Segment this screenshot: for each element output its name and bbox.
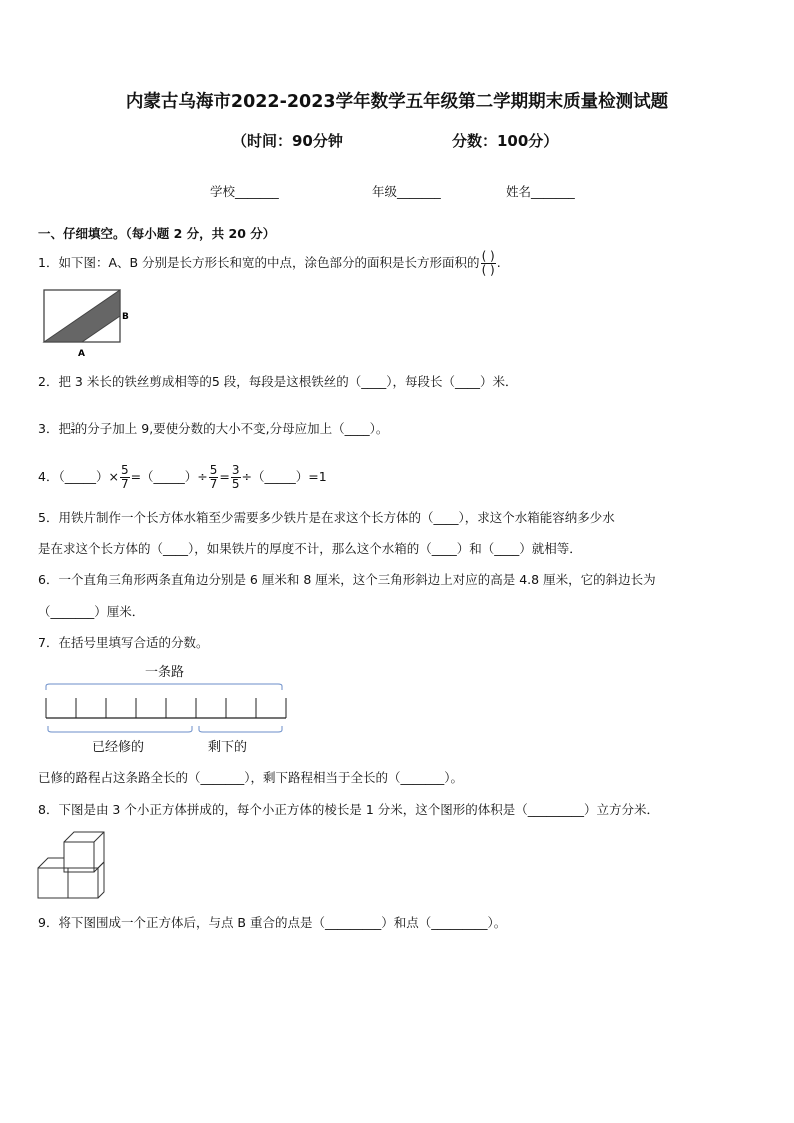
question-4: 4．（_____）× $\frac{5}{7}$ =（_____）÷ $\frac{5}{7}$ = $\frac{3}{5}$ ÷（_____）=1 bbox=[38, 463, 327, 491]
road-segments bbox=[46, 698, 286, 718]
point-b-label: B bbox=[122, 312, 129, 322]
question-1-figure bbox=[40, 286, 140, 360]
question-8: 8．下图是由 3 个小正方体拼成的，每个小正方体的棱长是 1 分米，这个图形的体积是（_________）立方分米． bbox=[38, 802, 660, 817]
remaining-label: 剩下的 bbox=[208, 740, 248, 755]
repaired-brace bbox=[48, 726, 192, 732]
grade-field: 年级_______ bbox=[372, 184, 441, 199]
cubes-figure bbox=[36, 830, 108, 902]
fraction-5-7-b: $\frac{5}{7}$ bbox=[209, 463, 218, 491]
exam-score: 分数：100分） bbox=[452, 132, 559, 150]
question-2: 2．把 3 米长的铁丝剪成相等的5 段，每段是这根铁丝的（____），每段长（____）米． bbox=[38, 374, 518, 389]
exam-time: （时间：90分钟 bbox=[232, 132, 343, 150]
school-field: 学校_______ bbox=[210, 184, 279, 199]
page-title: 内蒙古乌海市2022-2023学年数学五年级第二学期期末质量检测试题 bbox=[125, 92, 669, 112]
road-label: 一条路 bbox=[145, 665, 185, 680]
point-a-label: A bbox=[78, 349, 85, 359]
fraction-5-7-a: $\frac{5}{7}$ bbox=[120, 463, 129, 491]
fraction-3-5: $\frac{3}{5}$ bbox=[231, 463, 240, 491]
repaired-label: 已经修的 bbox=[92, 740, 145, 755]
question-5-line-2: 是在求这个长方体的（____），如果铁片的厚度不计，那么这个水箱的（____）和（____）就相等． bbox=[38, 541, 582, 556]
question-3-fraction: $\frac{3}{4}$ bbox=[70, 422, 75, 436]
question-9: 9．将下图围成一个正方体后，与点 B 重合的点是（_________）和点（_________）。 bbox=[38, 915, 507, 930]
question-1: 1．如下图：A、B 分别是长方形长和宽的中点，涂色部分的面积是长方形面积的 $\frac{( )}{( )}$ . bbox=[38, 249, 501, 277]
question-5-line-1: 5．用铁片制作一个长方体水箱至少需要多少铁片是在求这个长方体的（____），求这个水箱能容纳多少水 bbox=[38, 510, 615, 525]
question-6-line-2: （_______）厘米． bbox=[38, 604, 145, 619]
question-7: 7．在括号里填写合适的分数。 bbox=[38, 635, 209, 650]
question-6-line-1: 6．一个直角三角形两条直角边分别是 6 厘米和 8 厘米，这个三角形斜边上对应的高是 4.8 厘米，它的斜边长为 bbox=[38, 572, 656, 587]
road-top-brace bbox=[46, 684, 282, 690]
section-heading: 一、仔细填空。（每小题 2 分，共 20 分） bbox=[38, 226, 276, 241]
question-7-answer: 已修的路程占这条路全长的（_______），剩下路程相当于全长的（_______）。 bbox=[38, 770, 464, 785]
question-1-fraction: $\frac{( )}{( )}$ bbox=[481, 249, 495, 277]
remaining-brace bbox=[199, 726, 282, 732]
name-field: 姓名_______ bbox=[506, 184, 575, 199]
question-3: 3．把 $\frac{3}{4}$ 的分子加上 9,要使分数的大小不变,分母应加上（____）。 bbox=[38, 421, 389, 436]
question-1-text: 1．如下图：A、B 分别是长方形长和宽的中点，涂色部分的面积是长方形面积的 bbox=[38, 255, 480, 270]
road-diagram bbox=[42, 680, 292, 740]
